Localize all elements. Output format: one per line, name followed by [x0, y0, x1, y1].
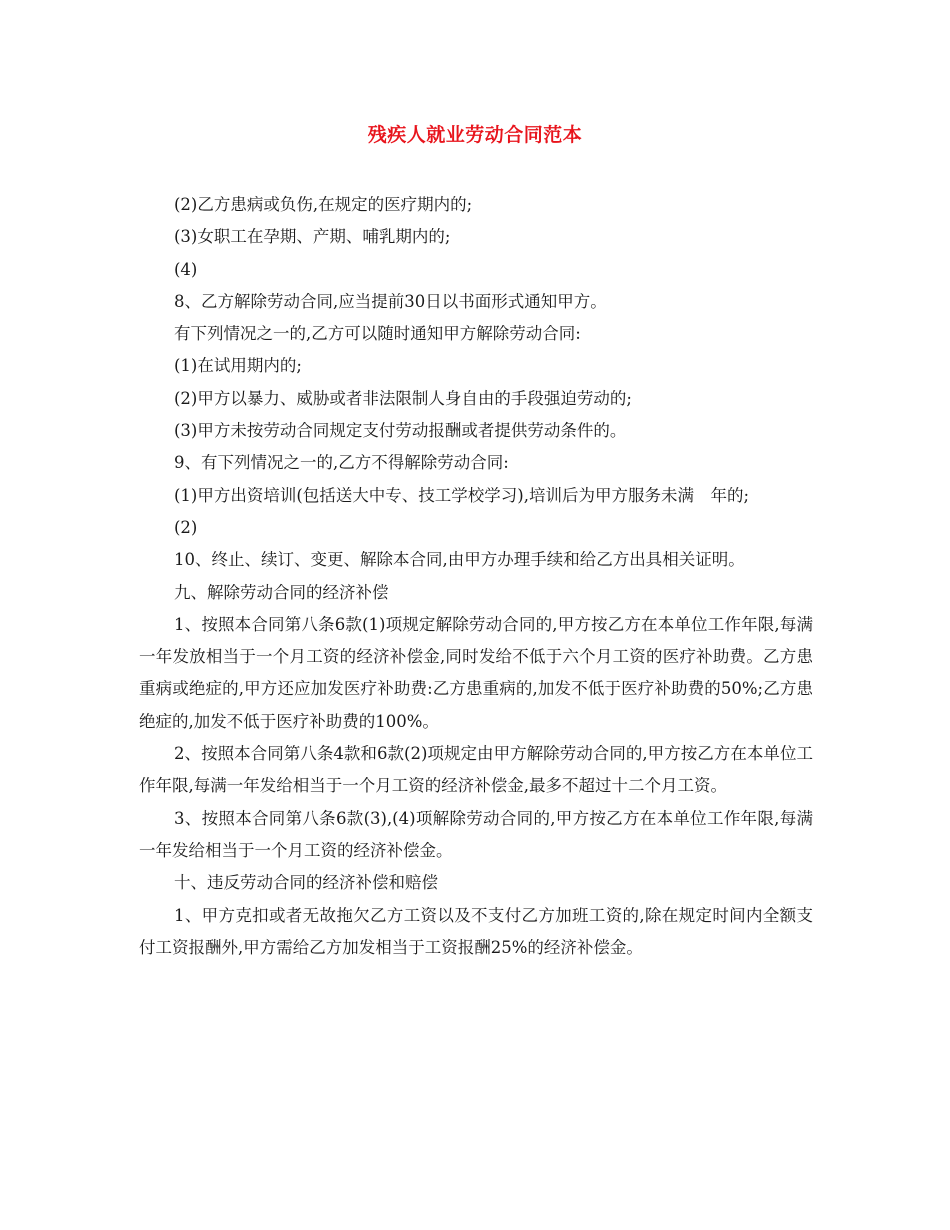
paragraph: 8、乙方解除劳动合同,应当提前30日以书面形式通知甲方。 — [174, 291, 607, 311]
paragraph: 2、按照本合同第八条4款和6款(2)项规定由甲方解除劳动合同的,甲方按乙方在本单位工作年限,每满一年发给相当于一个月工资的经济补偿金,最多不超过十二个月工资。 — [139, 744, 813, 796]
paragraph: 3、按照本合同第八条6款(3),(4)项解除劳动合同的,甲方按乙方在本单位工作年限,每满一年发给相当于一个月工资的经济补偿金。 — [139, 808, 813, 860]
paragraph: (2) — [174, 517, 198, 537]
paragraph: 1、甲方克扣或者无故拖欠乙方工资以及不支付乙方加班工资的,除在规定时间内全额支付工资报酬外,甲方需给乙方加发相当于工资报酬25%的经济补偿金。 — [139, 905, 813, 957]
paragraph: 1、按照本合同第八条6款(1)项规定解除劳动合同的,甲方按乙方在本单位工作年限,每满一年发放相当于一个月工资的经济补偿金,同时发给不低于六个月工资的医疗补助费。乙方患重病或绝症的,甲方还应加发医疗补助费:乙方患重病的,加发不低于医疗补助费的50%;乙方患绝症的,加发不低于医疗补助费的100%。 — [139, 614, 813, 731]
paragraph: 10、终止、续订、变更、解除本合同,由甲方办理手续和给乙方出具相关证明。 — [174, 550, 745, 570]
paragraph: (3)甲方未按劳动合同规定支付劳动报酬或者提供劳动条件的。 — [174, 421, 627, 441]
document-title: 残疾人就业劳动合同范本 — [367, 124, 583, 146]
paragraph: 9、有下列情况之一的,乙方不得解除劳动合同: — [174, 453, 509, 473]
paragraph: (3)女职工在孕期、产期、哺乳期内的; — [174, 227, 451, 247]
paragraph: (4) — [174, 259, 198, 279]
section-heading: 十、违反劳动合同的经济补偿和赔偿 — [174, 873, 438, 893]
document-body — [139, 189, 813, 964]
paragraph: (2)甲方以暴力、威胁或者非法限制人身自由的手段强迫劳动的; — [174, 388, 632, 408]
paragraph: (1)在试用期内的; — [174, 356, 302, 376]
section-heading: 九、解除劳动合同的经济补偿 — [174, 582, 389, 602]
paragraph: (1)甲方出资培训(包括送大中专、技工学校学习),培训后为甲方服务未满 年的; — [174, 485, 750, 505]
paragraph: 有下列情况之一的,乙方可以随时通知甲方解除劳动合同: — [174, 324, 581, 344]
paragraph: (2)乙方患病或负伤,在规定的医疗期内的; — [174, 195, 473, 214]
